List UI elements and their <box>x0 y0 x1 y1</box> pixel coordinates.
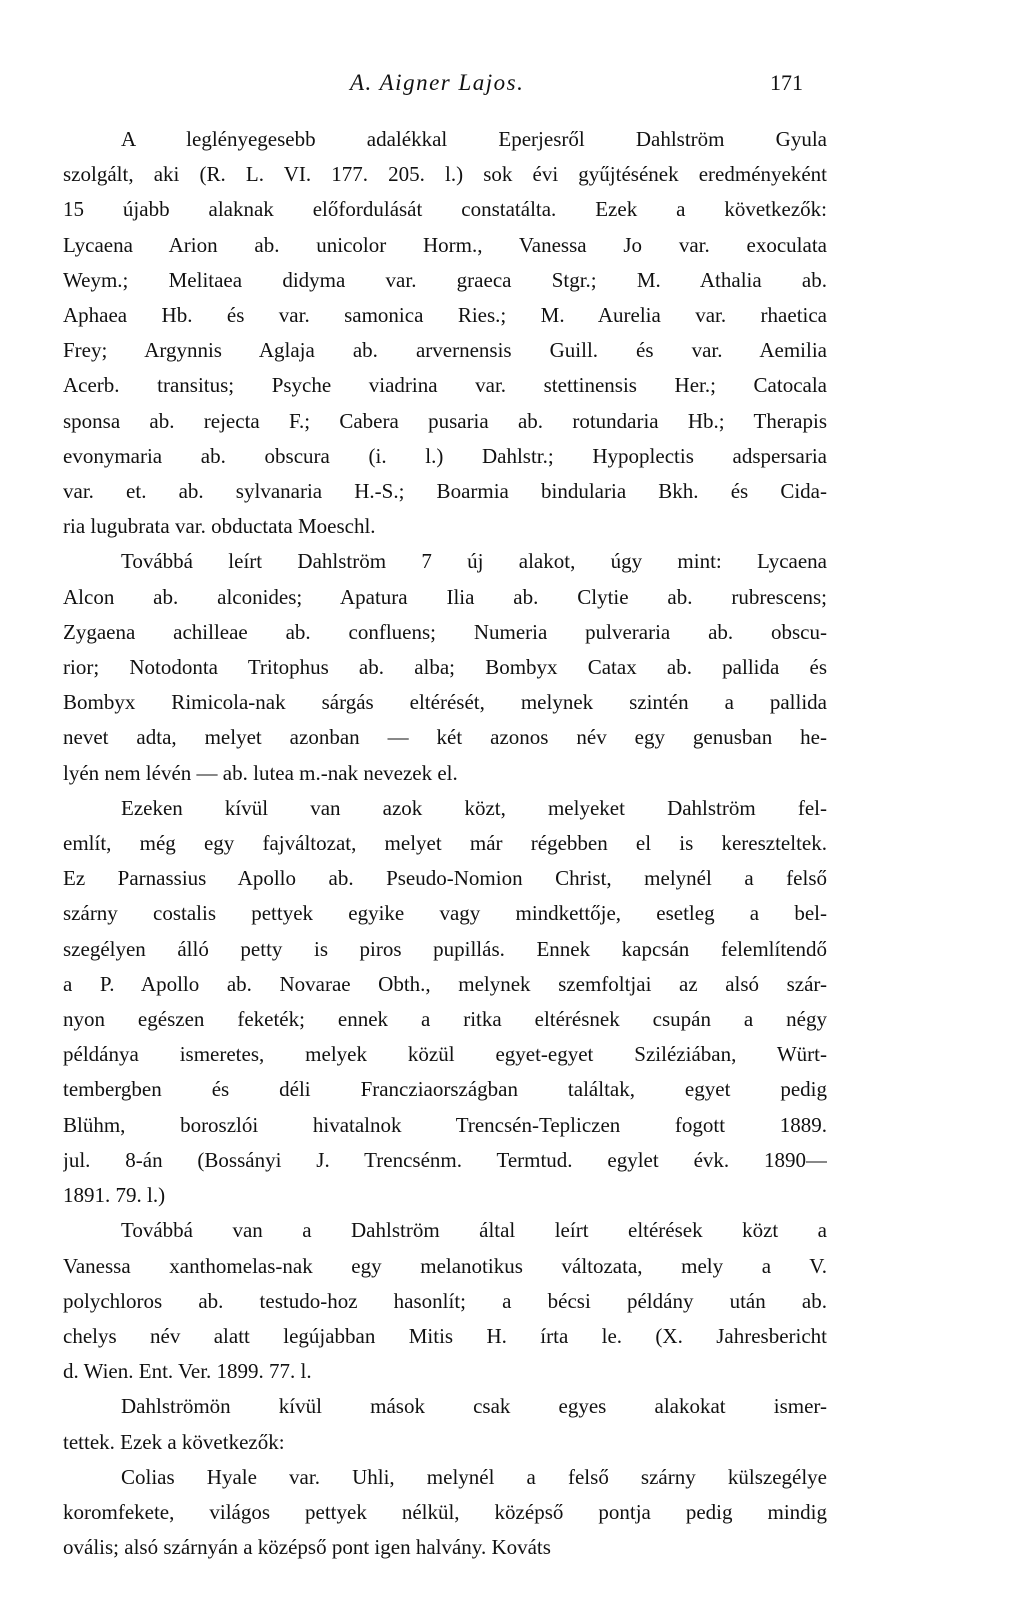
text-line: nevet adta, melyet azonban — két azonos név egy genusban he- <box>63 725 827 750</box>
text-line: Colias Hyale var. Uhli, melynél a felső szárny külszegélye <box>121 1464 827 1489</box>
text-line: Bombyx Rimicola-nak sárgás eltérését, melynek szintén a pallida <box>63 690 827 715</box>
text-line: Továbbá leírt Dahlström 7 új alakot, úgy mint: Lycaena <box>121 549 827 574</box>
running-head-author: A. Aigner Lajos. <box>350 70 525 95</box>
body-text <box>63 122 827 1565</box>
text-line: szolgált, aki (R. L. VI. 177. 205. l.) sok évi gyűjtésének eredményeként <box>63 162 827 187</box>
page-number: 171 <box>770 70 803 95</box>
text-line: sponsa ab. rejecta F.; Cabera pusaria ab. rotundaria Hb.; Therapis <box>63 408 827 433</box>
text-line: evonymaria ab. obscura (i. l.) Dahlstr.; Hypoplectis adspersaria <box>63 443 827 468</box>
text-line: Blühm, boroszlói hivatalnok Trencsén-Tepliczen fogott 1889. <box>63 1112 827 1137</box>
page-header <box>0 70 1024 110</box>
text-line: lyén nem lévén — ab. lutea m.-nak nevezek el. <box>63 760 458 785</box>
text-line: rior; Notodonta Tritophus ab. alba; Bombyx Catax ab. pallida és <box>63 655 827 680</box>
text-line: Acerb. transitus; Psyche viadrina var. stettinensis Her.; Catocala <box>63 373 827 398</box>
text-line: A leglényegesebb adalékkal Eperjesről Dahlström Gyula <box>121 127 827 151</box>
text-line: Vanessa xanthomelas-nak egy melanotikus változata, mely a V. <box>63 1253 827 1278</box>
text-line: jul. 8-án (Bossányi J. Trencsénm. Termtud. egylet évk. 1890— <box>63 1147 827 1172</box>
text-line: Ezeken kívül van azok közt, melyeket Dahlström fel- <box>121 795 827 820</box>
text-line: ovális; alsó szárnyán a középső pont igen halvány. Kováts <box>63 1535 551 1560</box>
text-line: példánya ismeretes, melyek közül egyet-egyet Sziléziában, Würt- <box>63 1042 827 1067</box>
text-line: a P. Apollo ab. Novarae Obth., melynek szemfoltjai az alsó szár- <box>63 971 827 996</box>
text-line: Alcon ab. alconides; Apatura Ilia ab. Clytie ab. rubrescens; <box>63 584 827 609</box>
text-line: ria lugubrata var. obductata Moeschl. <box>63 514 376 539</box>
text-line: Lycaena Arion ab. unicolor Horm., Vanessa Jo var. exoculata <box>63 232 827 257</box>
text-line: szárny costalis pettyek egyike vagy mindkettője, esetleg a bel- <box>63 901 827 926</box>
text-line: Ez Parnassius Apollo ab. Pseudo-Nomion Christ, melynél a felső <box>63 866 827 891</box>
text-line: 15 újabb alaknak előfordulását constatálta. Ezek a következők: <box>63 197 827 222</box>
text-line: szegélyen álló petty is piros pupillás. Ennek kapcsán felemlítendő <box>63 936 827 961</box>
text-line: nyon egészen feketék; ennek a ritka eltérésnek csupán a négy <box>63 1007 827 1032</box>
text-line: Frey; Argynnis Aglaja ab. arvernensis Guill. és var. Aemilia <box>63 338 827 363</box>
text-line: Továbbá van a Dahlström által leírt eltérések közt a <box>121 1218 827 1243</box>
text-line: Weym.; Melitaea didyma var. graeca Stgr.; M. Athalia ab. <box>63 267 827 292</box>
text-line: chelys név alatt legújabban Mitis H. írta le. (X. Jahresbericht <box>63 1323 827 1348</box>
text-line: var. et. ab. sylvanaria H.-S.; Boarmia bindularia Bkh. és Cida- <box>63 479 827 504</box>
text-line: d. Wien. Ent. Ver. 1899. 77. l. <box>63 1359 312 1384</box>
text-line: polychloros ab. testudo-hoz hasonlít; a bécsi példány után ab. <box>63 1288 827 1313</box>
text-line: említ, még egy fajváltozat, melyet már régebben el is kereszteltek. <box>63 831 827 856</box>
text-line: Aphaea Hb. és var. samonica Ries.; M. Aurelia var. rhaetica <box>63 303 827 328</box>
text-line: Zygaena achilleae ab. confluens; Numeria pulveraria ab. obscu- <box>63 619 827 644</box>
text-line: Dahlströmön kívül mások csak egyes alakokat ismer- <box>121 1394 827 1419</box>
text-line: 1891. 79. l.) <box>63 1183 166 1208</box>
text-line: tembergben és déli Francziaországban találtak, egyet pedig <box>63 1077 827 1102</box>
text-line: koromfekete, világos pettyek nélkül, középső pontja pedig mindig <box>63 1499 827 1524</box>
text-line: tettek. Ezek a következők: <box>63 1429 285 1454</box>
